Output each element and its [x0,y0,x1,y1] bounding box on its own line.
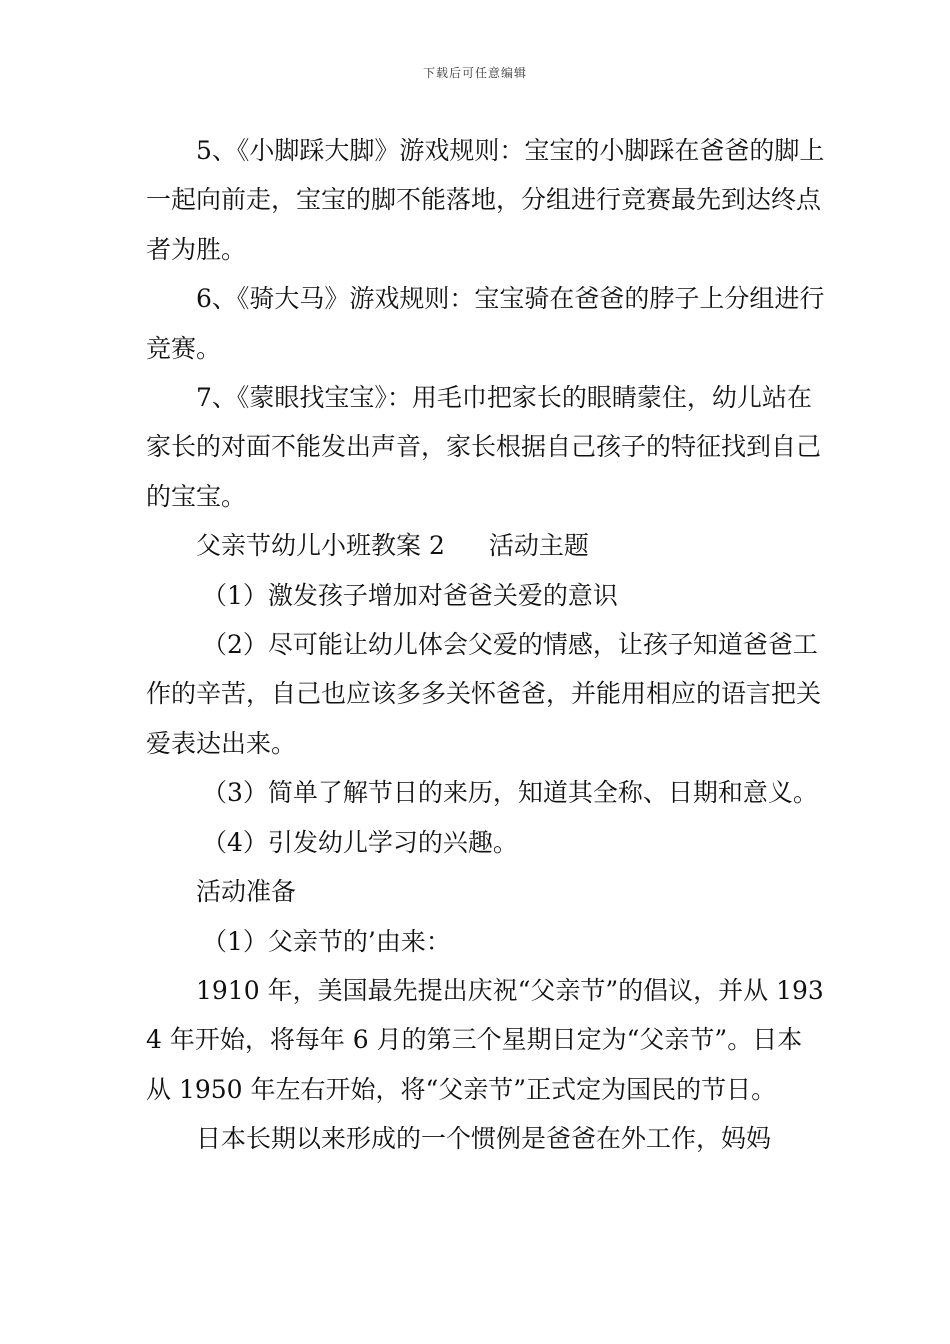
section-title: 父亲节幼儿小班教案 2 [196,531,445,561]
goal-4: （4）引发幼儿学习的兴趣。 [202,827,518,857]
document-body [146,126,826,1164]
goal-3: （3）简单了解节日的来历，知道其全称、日期和意义。 [202,778,818,808]
section-subtitle: 活动主题 [488,531,589,561]
paragraph-rule-7: 7、《蒙眼找宝宝》：用毛巾把家长的眼睛蒙住，幼儿站在家长的对面不能发出声音，家长根据自己孩子的特征找到自己的宝宝。 [146,383,822,511]
paragraph-rule-6: 6、《骑大马》游戏规则：宝宝骑在爸爸的脖子上分组进行竞赛。 [146,284,825,363]
page-header: 下载后可任意编辑 [422,66,527,80]
goal-1: （1）激发孩子增加对爸爸关爱的意识 [202,580,618,610]
history-paragraph: 1910 年，美国最先提出庆祝“父亲节”的倡议，并从 1934 年开始，将每年 6 月的第三个星期日定为“父亲节”。日本从 1950 年左右开始，将“父亲节”正式定为国民的节日。 [146,975,824,1104]
japan-paragraph: 日本长期以来形成的一个惯例是爸爸在外工作，妈妈 [196,1124,772,1154]
section-heading [146,521,826,570]
goal-2: （2）尽可能让幼儿体会父爱的情感，让孩子知道爸爸工作的辛苦，自己也应该多多关怀爸爸，并能用相应的语言把关爱表达出来。 [146,630,822,758]
paragraph-rule-5: 5、《小脚踩大脚》游戏规则：宝宝的小脚踩在爸爸的脚上一起向前走，宝宝的脚不能落地，分组进行竞赛最先到达终点者为胜。 [146,136,825,264]
prep-item-1: （1）父亲节的’由来： [202,926,451,956]
prep-title: 活动准备 [196,877,297,907]
